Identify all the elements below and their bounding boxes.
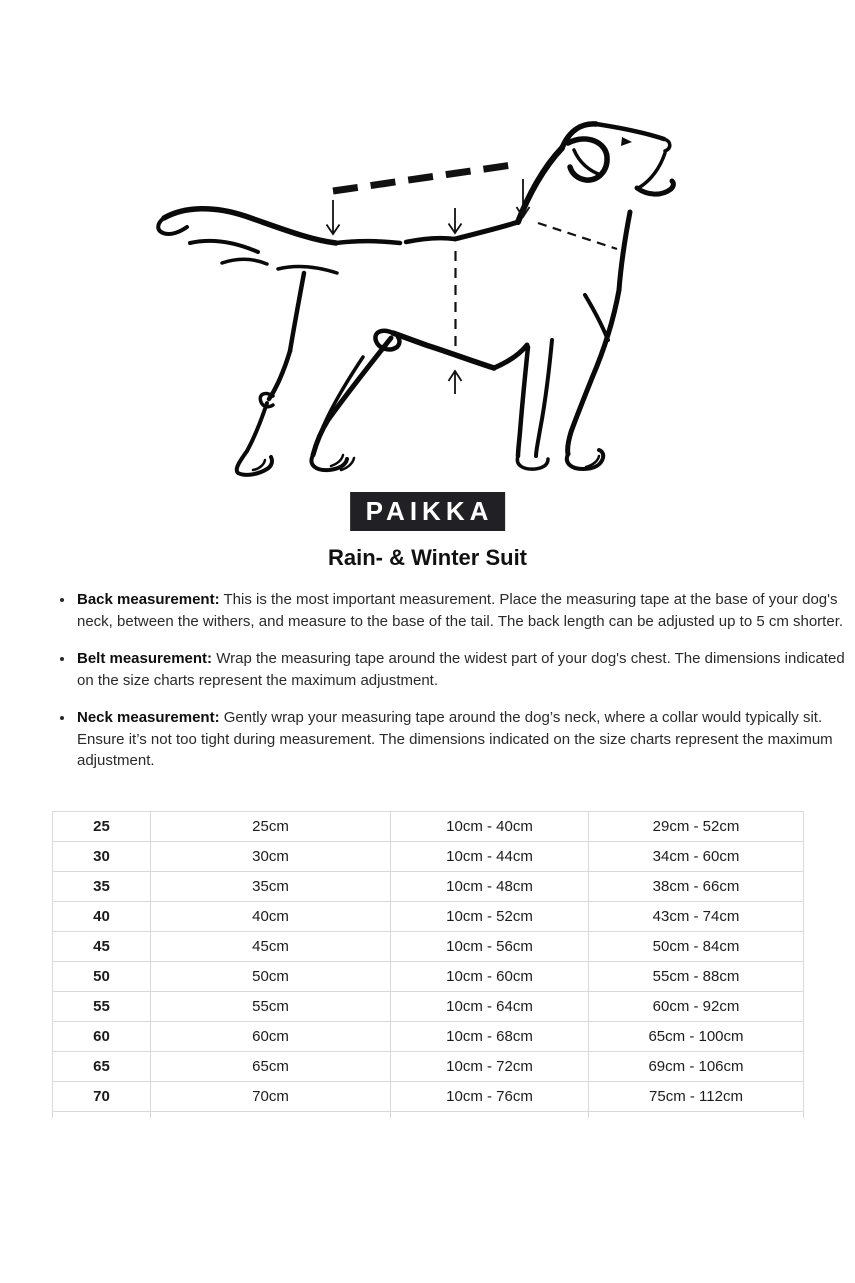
table-cell: 43cm - 74cm <box>589 902 804 932</box>
size-chart-table <box>52 811 804 1118</box>
table-cell: 25 <box>53 812 151 842</box>
table-cell: 50 <box>53 962 151 992</box>
table-cell: 10cm - 56cm <box>391 932 589 962</box>
list-item <box>75 589 847 632</box>
table-cell: 35 <box>53 872 151 902</box>
table-cell: 45 <box>53 932 151 962</box>
down-arrow-icon <box>327 200 340 234</box>
table-row <box>53 932 804 962</box>
table-cell: 29cm - 52cm <box>589 812 804 842</box>
table-cell: 50cm <box>151 962 391 992</box>
table-cell <box>53 1112 151 1119</box>
table-cell: 69cm - 106cm <box>589 1052 804 1082</box>
bullet-text: This is the most important measurement. Place the measuring tape at the base of your dog's neck, between the withers, and measure to the base of the tail. The back length can be adjusted up to 5 cm shorter. <box>77 591 844 630</box>
table-cell: 55cm <box>151 992 391 1022</box>
table-cell <box>589 1112 804 1119</box>
table-cell: 10cm - 76cm <box>391 1082 589 1112</box>
bullet-text: Wrap the measuring tape around the widest part of your dog's chest. The dimensions indicated on the size charts represent the maximum adjustment. <box>77 650 845 689</box>
dog-measurement-diagram <box>0 0 855 520</box>
table-cell: 65cm <box>151 1052 391 1082</box>
bullet-text: Gently wrap your measuring tape around the dog’s neck, where a collar would typically sit. Ensure it’s not too tight during measurement. The dimensions indicated on the size charts represent the maximum adjustment. <box>77 709 833 769</box>
table-cell: 40cm <box>151 902 391 932</box>
table-cell: 10cm - 68cm <box>391 1022 589 1052</box>
table-row <box>53 812 804 842</box>
table-cell: 75cm - 112cm <box>589 1082 804 1112</box>
bullet-label: Belt measurement: <box>77 650 213 667</box>
table-row-partial <box>53 1112 804 1119</box>
table-cell: 30 <box>53 842 151 872</box>
table-row <box>53 1052 804 1082</box>
table-cell: 60cm <box>151 1022 391 1052</box>
bullet-label: Back measurement: <box>77 591 220 608</box>
down-arrow-icon <box>449 208 462 233</box>
table-row <box>53 842 804 872</box>
table-cell: 60cm - 92cm <box>589 992 804 1022</box>
list-item <box>75 648 847 691</box>
table-cell: 10cm - 44cm <box>391 842 589 872</box>
table-cell: 35cm <box>151 872 391 902</box>
table-row <box>53 962 804 992</box>
table-cell: 10cm - 64cm <box>391 992 589 1022</box>
table-row <box>53 992 804 1022</box>
table-row <box>53 1022 804 1052</box>
table-row <box>53 872 804 902</box>
table-cell: 25cm <box>151 812 391 842</box>
table-cell: 38cm - 66cm <box>589 872 804 902</box>
table-cell: 34cm - 60cm <box>589 842 804 872</box>
paikka-logo: PAIKKA <box>350 492 506 531</box>
table-cell: 10cm - 40cm <box>391 812 589 842</box>
table-cell: 10cm - 72cm <box>391 1052 589 1082</box>
table-cell: 30cm <box>151 842 391 872</box>
list-item <box>75 707 847 772</box>
table-cell: 60 <box>53 1022 151 1052</box>
table-cell: 55cm - 88cm <box>589 962 804 992</box>
dog-eye <box>621 137 632 146</box>
bullet-label: Neck measurement: <box>77 709 220 726</box>
up-arrow-icon <box>449 371 462 394</box>
neck-dashed-line <box>538 223 617 249</box>
table-cell: 10cm - 60cm <box>391 962 589 992</box>
table-cell: 10cm - 52cm <box>391 902 589 932</box>
table-cell: 50cm - 84cm <box>589 932 804 962</box>
table-cell <box>151 1112 391 1119</box>
table-cell: 55 <box>53 992 151 1022</box>
table-cell: 45cm <box>151 932 391 962</box>
table-cell: 10cm - 48cm <box>391 872 589 902</box>
table-cell: 70 <box>53 1082 151 1112</box>
table-cell: 65cm - 100cm <box>589 1022 804 1052</box>
table-cell: 65 <box>53 1052 151 1082</box>
measurement-instructions-list <box>45 589 847 788</box>
back-length-dashed-line <box>333 164 519 191</box>
dog-illustration-svg <box>0 0 855 520</box>
table-cell <box>391 1112 589 1119</box>
table-cell: 40 <box>53 902 151 932</box>
table-cell: 70cm <box>151 1082 391 1112</box>
page-title: Rain- & Winter Suit <box>327 545 528 570</box>
table-row <box>53 902 804 932</box>
table-row <box>53 1082 804 1112</box>
